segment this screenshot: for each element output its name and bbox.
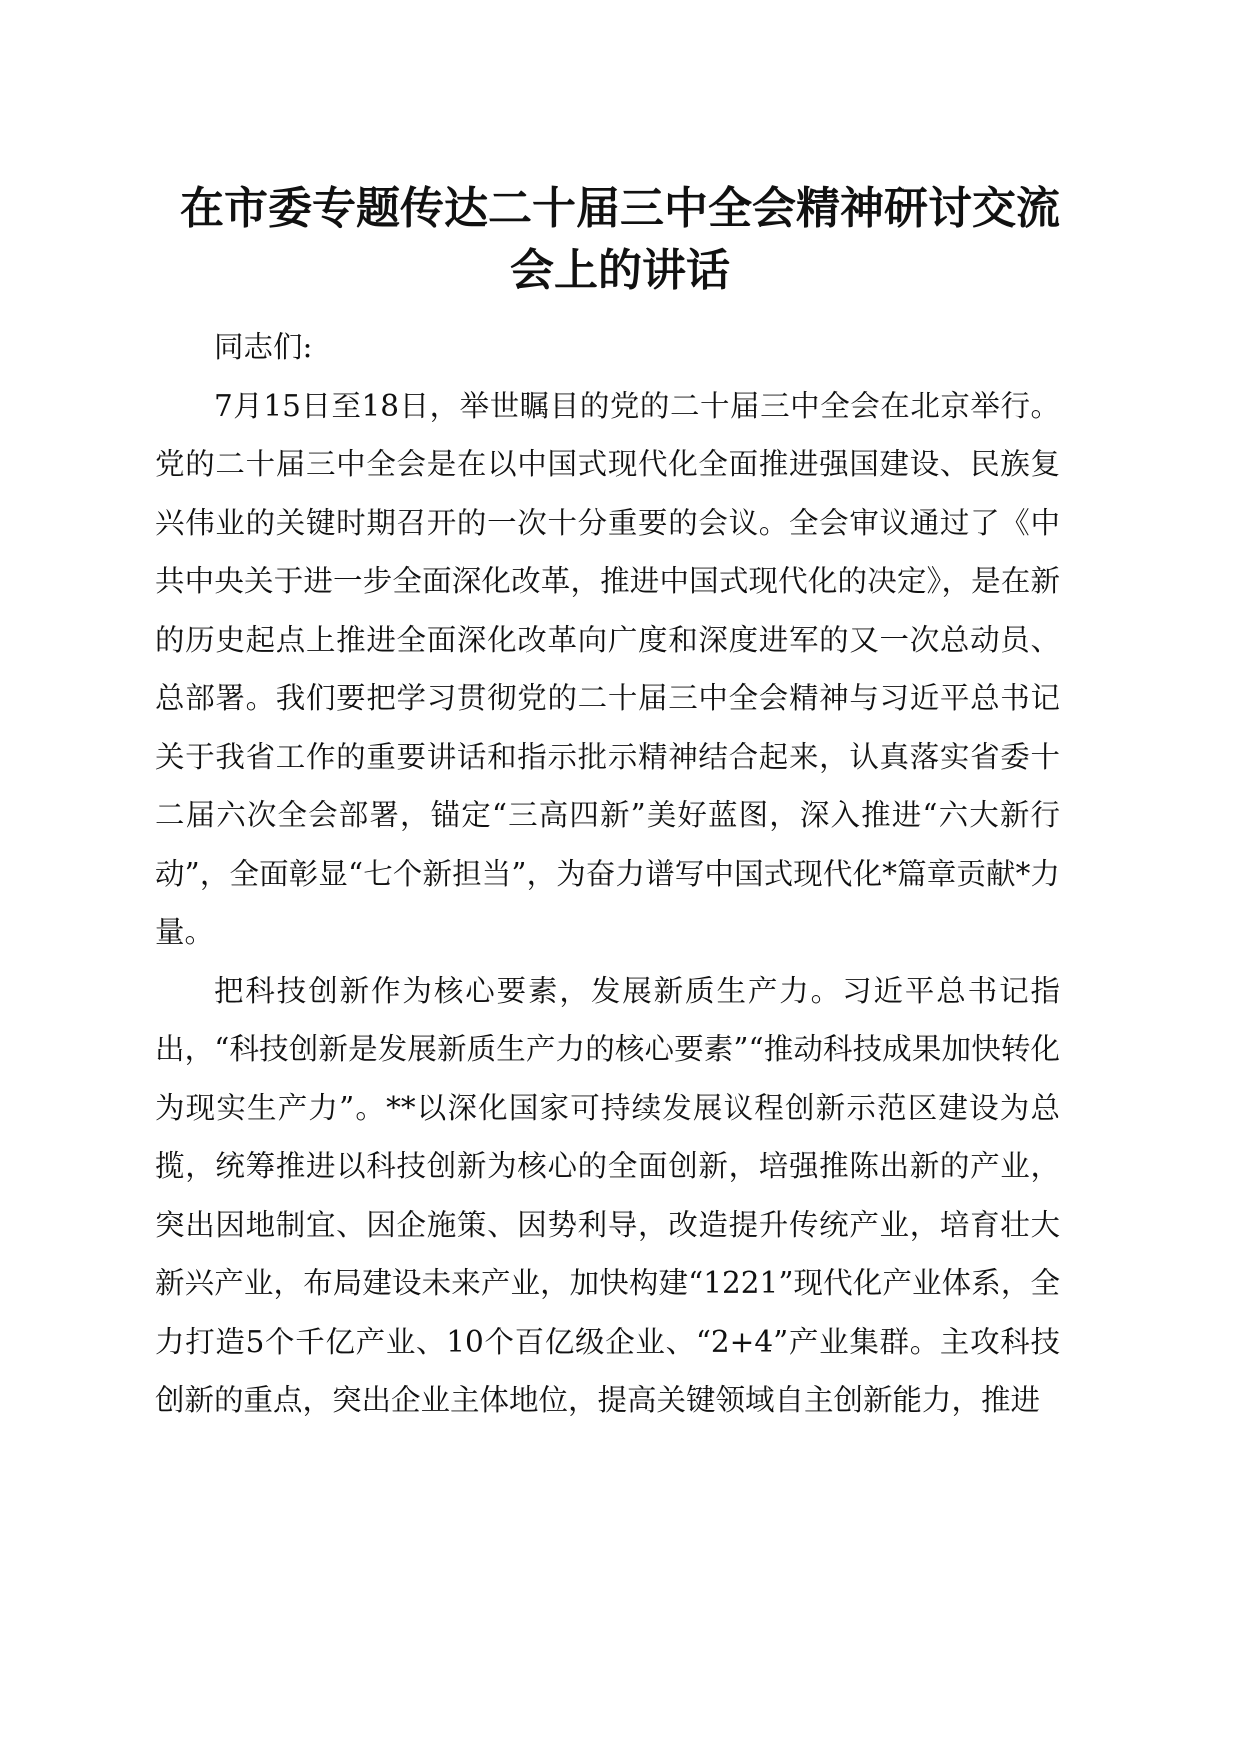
salutation: 同志们:	[214, 330, 313, 364]
document-title-line-1: 在市委专题传达二十届三中全会精神研讨交流	[180, 183, 1060, 234]
document-title-line-2: 会上的讲话	[510, 245, 730, 296]
document-title	[150, 178, 1090, 302]
document-body	[155, 318, 1060, 1430]
paragraph-1: 7月15日至18日，举世瞩目的党的二十届三中全会在北京举行。党的二十届三中全会是在以中国式现代化全面推进强国建设、民族复兴伟业的关键时期召开的一次十分重要的会议。全会审议通过了《中共中央关于进一步全面深化改革，推进中国式现代化的决定》，是在新的历史起点上推进全面深化改革向广度和深度进军的又一次总动员、总部署。我们要把学习贯彻党的二十届三中全会精神与习近平总书记关于我省工作的重要讲话和指示批示精神结合起来，认真落实省委十二届六次全会部署，锚定“三高四新”美好蓝图，深入推进“六大新行动”，全面彰显“七个新担当”，为奋力谱写中国式现代化*篇章贡献*力量。	[155, 388, 1060, 949]
paragraph-2: 把科技创新作为核心要素，发展新质生产力。习近平总书记指出，“科技创新是发展新质生产力的核心要素”“推动科技成果加快转化为现实生产力”。**以深化国家可持续发展议程创新示范区建设为总揽，统筹推进以科技创新为核心的全面创新，培强推陈出新的产业，突出因地制宜、因企施策、因势利导，改造提升传统产业，培育壮大新兴产业，布局建设未来产业，加快构建“1221”现代化产业体系，全力打造5个千亿产业、10个百亿级企业、“2+4”产业集群。主攻科技创新的重点，突出企业主体地位，提高关键领域自主创新能力，推进	[155, 973, 1060, 1417]
